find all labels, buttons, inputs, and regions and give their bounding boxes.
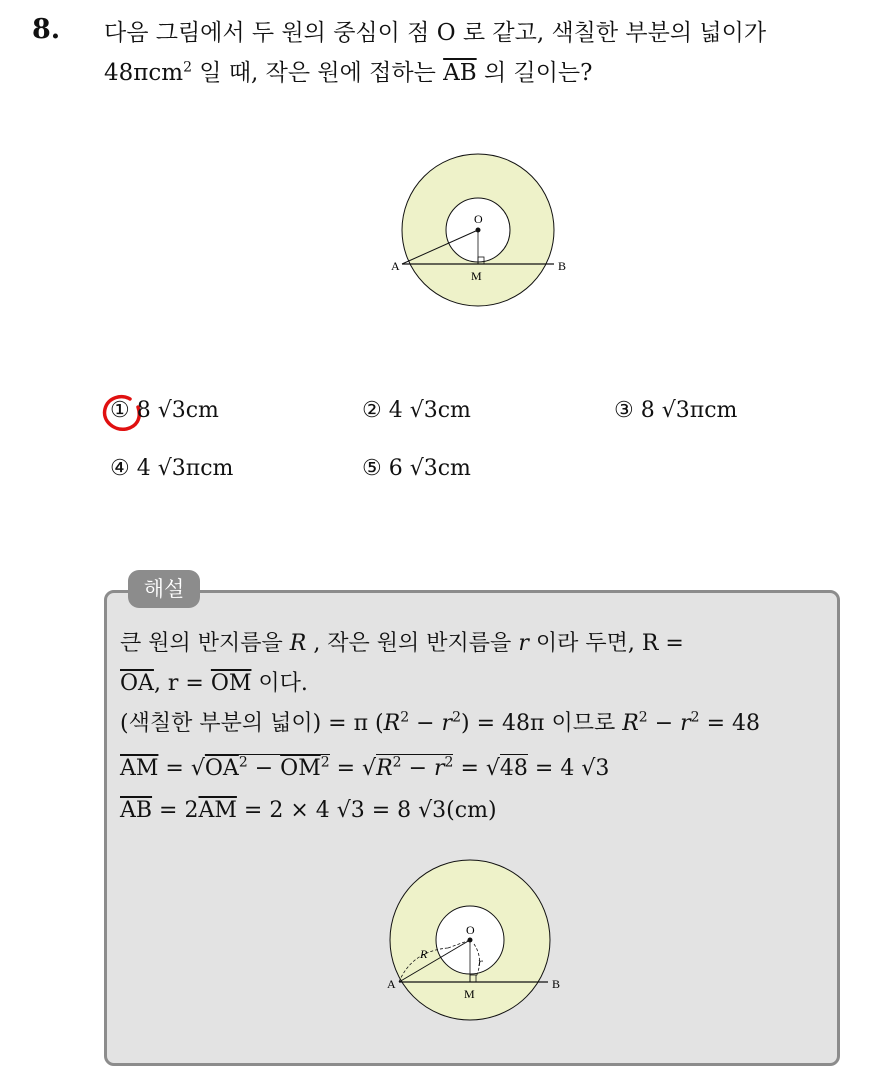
question-number: 8. [32, 14, 61, 45]
solution-line2: $\overline{OA}$, $r = \overline{OM}$ 이다. [120, 671, 308, 696]
label-big-r: R [420, 947, 428, 961]
question-text-line1: 다음 그림에서 두 원의 중심이 점 O 로 같고, 색칠한 부분의 넓이가 [104, 20, 767, 46]
label-m: M [471, 269, 482, 283]
label-b: B [558, 259, 567, 273]
solution-line1: 큰 원의 반지름을 R , 작은 원의 반지름을 r 이라 두면, R = [120, 631, 684, 656]
solution-tag: 해설 [128, 570, 200, 608]
solution-line4: $\overline{AM} = √OA^2 - \overline{OM}^2 = √R^2 - r^2 = √48 = 4$ √3 [120, 754, 610, 781]
label-a: A [387, 977, 396, 991]
choice-5[interactable]: ⑤ 6 √3cm [362, 456, 471, 481]
problem-figure [378, 150, 588, 310]
question-text-line2: 48πcm$^2$ 일 때, 작은 원에 접하는 $\overline{AB}$ 의 길이는? [104, 59, 593, 86]
solution-line5: $\overline{AB} = 2\overline{AM} = 2 \times 4$ √3 = 8 √3(cm) [120, 798, 497, 823]
choice-1[interactable]: ① 8 √3cm [110, 398, 219, 423]
solution-line3: (색칠한 부분의 넓이) = π $(R^2 - r^2) = 48\pi$ 이므로 $R^2 - r^2 = 48$ [120, 709, 760, 736]
choice-2[interactable]: ② 4 √3cm [362, 398, 471, 423]
label-m: M [464, 987, 475, 1001]
solution-figure [370, 855, 570, 1035]
label-b: B [552, 977, 561, 991]
label-o: O [466, 923, 475, 937]
segment-ab: $\overline{AB}$ [443, 60, 477, 86]
label-o: O [474, 212, 483, 226]
label-a: A [391, 259, 400, 273]
label-small-r: r [478, 955, 483, 969]
choice-4[interactable]: ④ 4 √3πcm [110, 456, 234, 481]
choice-3[interactable]: ③ 8 √3πcm [614, 398, 738, 423]
